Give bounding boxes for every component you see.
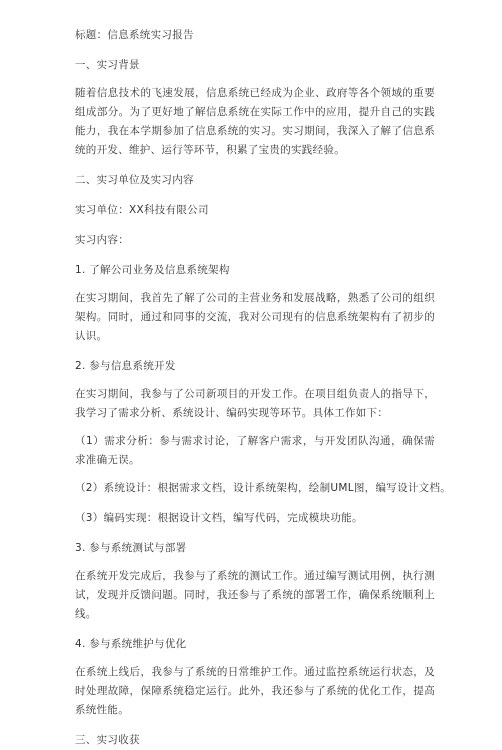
item4-heading: 4. 参与系统维护与优化 [75, 638, 187, 650]
item2-sub1: （1）需求分析：参与需求讨论，了解客户需求，与开发团队沟通，确保需求准确无误。 [75, 435, 435, 466]
section-heading-background: 一、实习背景 [75, 59, 140, 71]
section-heading-gains: 三、实习收获 [75, 734, 140, 746]
internship-unit: 实习单位：XX科技有限公司 [75, 204, 209, 216]
document-content [75, 26, 452, 750]
background-paragraph: 随着信息技术的飞速发展，信息系统已经成为企业、政府等各个领域的重要组成部分。为了更好地了解信息系统在实际工作中的应用，提升自己的实践能力，我在本学期参加了信息系统的实习。实习期间，我深入了解了信息系统的开发、维护、运行等环节，积累了宝贵的实践经验。 [75, 87, 435, 156]
item2-sub2: （2）系统设计：根据需求文档，设计系统架构，绘制UML图，编写设计文档。 [75, 482, 452, 494]
item4-paragraph: 在系统上线后，我参与了系统的日常维护工作。通过监控系统运行状态，及时处理故障，保障系统稳定运行。此外，我还参与了系统的优化工作，提高系统性能。 [75, 666, 435, 716]
item2-paragraph: 在实习期间，我参与了公司新项目的开发工作。在项目组负责人的指导下，我学习了需求分析、系统设计、编码实现等环节。具体工作如下： [75, 388, 435, 419]
item2-sub3: （3）编码实现：根据设计文档，编写代码，完成模块功能。 [75, 512, 363, 524]
item2-heading: 2. 参与信息系统开发 [75, 360, 176, 372]
document-title: 标题：信息系统实习报告 [75, 29, 194, 41]
section-heading-unit-content: 二、实习单位及实习内容 [75, 174, 194, 186]
internship-content-label: 实习内容： [75, 234, 129, 246]
item3-paragraph: 在系统开发完成后，我参与了系统的测试工作。通过编写测试用例，执行测试，发现并反馈问题。同时，我还参与了系统的部署工作，确保系统顺利上线。 [75, 570, 435, 620]
item1-heading: 1. 了解公司业务及信息系统架构 [75, 264, 230, 276]
item3-heading: 3. 参与系统测试与部署 [75, 542, 187, 554]
item1-paragraph: 在实习期间，我首先了解了公司的主营业务和发展战略，熟悉了公司的组织架构。同时，通过和同事的交流，我对公司现有的信息系统架构有了初步的认识。 [75, 292, 435, 342]
